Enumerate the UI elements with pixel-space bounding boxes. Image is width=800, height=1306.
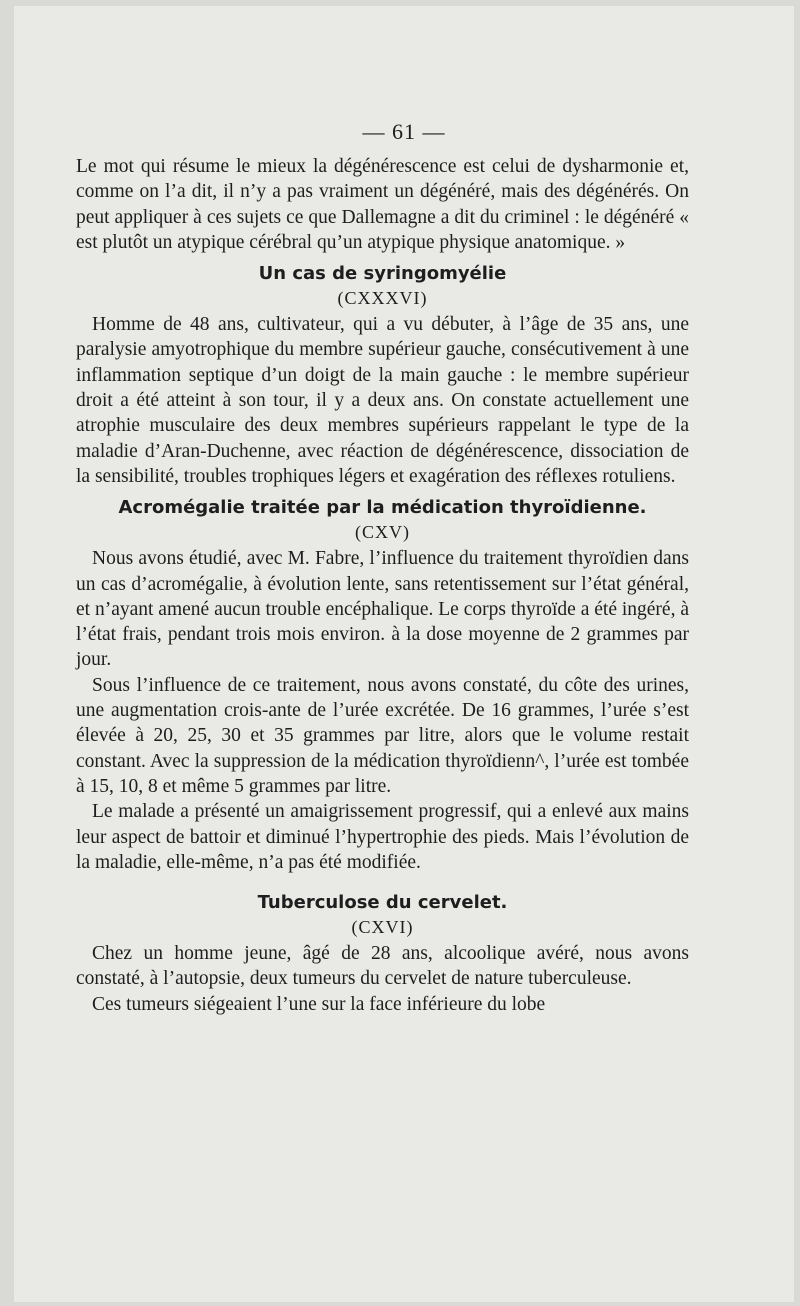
page-number: — 61 — bbox=[362, 119, 446, 144]
book-page bbox=[14, 6, 794, 1302]
text-column bbox=[76, 154, 689, 1017]
section-title-syringomyelie: Un cas de syringomyélie bbox=[258, 263, 507, 285]
paragraph: Le malade a présenté un amaigrissement progressif, qui a enlevé aux mains leur aspect de battoir et diminué l’hypertrophie des pieds. Mais l’évolution de la maladie, elle-même, n’a pas été modifiée. bbox=[76, 801, 689, 873]
section-number-acromegalie: (CXV) bbox=[355, 522, 410, 543]
section-number-tuberculose: (CXVI) bbox=[351, 917, 414, 938]
paragraph: Nous avons étudié, avec M. Fabre, l’influence du traitement thyroïdien dans un cas d’acromégalie, à évolution lente, sans retentissement sur l’état général, et n’ayant amené aucun trouble encéphalique. Le corps thyroïde a été ingéré, à l’état frais, pendant trois mois environ. à la dose moyenne de 2 grammes par jour. bbox=[76, 548, 689, 671]
section-number-syringomyelie: (CXXXVI) bbox=[337, 288, 428, 309]
paragraph: Ces tumeurs siégeaient l’une sur la face inférieure du lobe bbox=[92, 993, 546, 1015]
section-title-tuberculose: Tuberculose du cervelet. bbox=[257, 892, 508, 914]
paragraph: Chez un homme jeune, âgé de 28 ans, alcoolique avéré, nous avons constaté, à l’autopsie, deux tumeurs du cervelet de nature tuberculeuse. bbox=[76, 943, 689, 990]
paragraph: Sous l’influence de ce traitement, nous avons constaté, du côte des urines, une augmentation crois-ante de l’urée excrétée. De 16 grammes, l’urée s’est élevée à 20, 25, 30 et 35 grammes par litre, alors que le volume restait constant. Avec la suppression de la médication thyroïdienn^, l’urée est tombée à 15, 10, 8 et même 5 grammes par litre. bbox=[76, 674, 689, 797]
paragraph: Homme de 48 ans, cultivateur, qui a vu débuter, à l’âge de 35 ans, une paralysie amyotrophique du membre supérieur gauche, consécutivement à une inflammation septique d’un doigt de la main gauche : le membre supérieur droit a été atteint à son tour, il y a deux ans. On constate actuellement une atrophie musculaire des deux membres supérieurs rappelant le type de la maladie d’Aran-Duchenne, avec réaction de dégénérescence, dissociation de la sensibilité, troubles trophiques légers et exagération des réflexes rotuliens. bbox=[76, 314, 689, 487]
section-title-acromegalie: Acromégalie traitée par la médication thyroïdienne. bbox=[118, 497, 647, 519]
intro-paragraph: Le mot qui résume le mieux la dégénérescence est celui de dysharmonie et, comme on l’a dit, il n’y a pas vraiment un dégénéré, mais des dégénérés. On peut appliquer à ces sujets ce que Dallemagne a dit du criminel : le dégénéré « est plutôt un atypique cérébral qu’un atypique physique anatomique. » bbox=[76, 156, 689, 253]
